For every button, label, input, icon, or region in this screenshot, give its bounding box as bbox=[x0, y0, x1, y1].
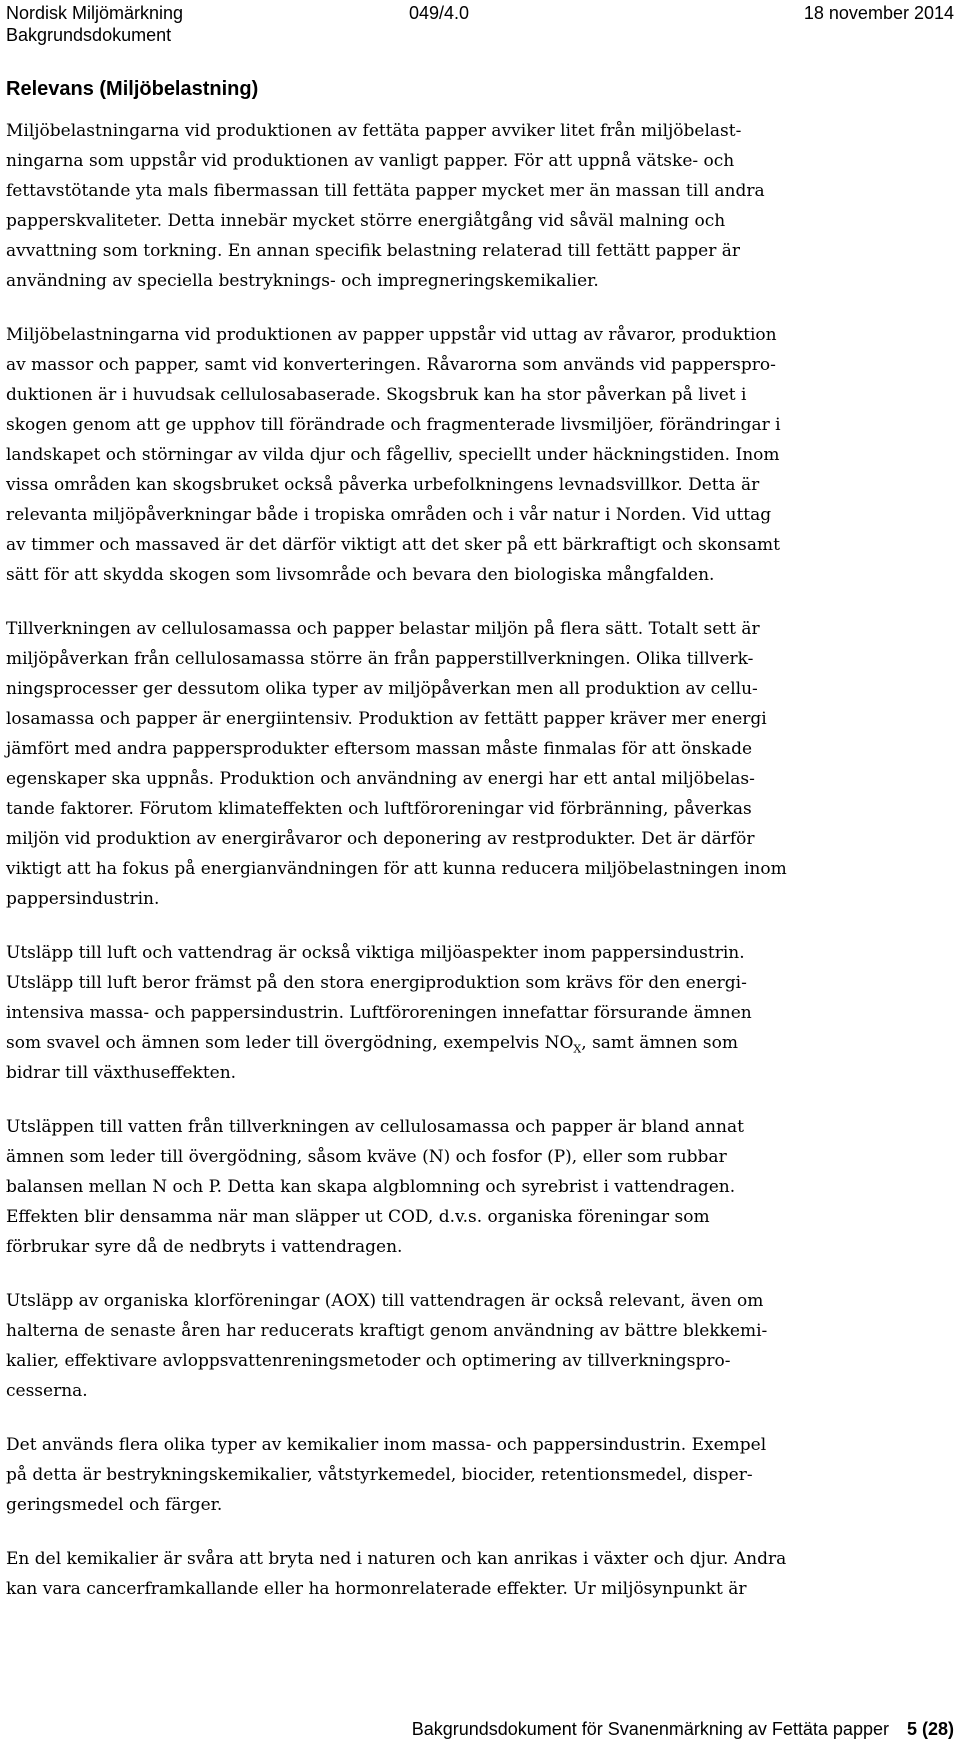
text-line: sätt för att skydda skogen som livsområde och bevara den biologiska mångfalden. bbox=[6, 565, 715, 585]
header-version: 049/4.0 bbox=[409, 3, 470, 23]
paragraph-4 bbox=[6, 938, 954, 1088]
text-line: Tillverkningen av cellulosamassa och papper belastar miljön på flera sätt. Totalt sett är bbox=[6, 619, 760, 639]
paragraph-8 bbox=[6, 1544, 954, 1604]
text-line: miljön vid produktion av energiråvaror och deponering av restprodukter. Det är därför bbox=[6, 829, 755, 849]
paragraph-6 bbox=[6, 1286, 954, 1406]
text-line: Utsläppen till vatten från tillverkningen av cellulosamassa och papper är bland annat bbox=[6, 1117, 744, 1137]
text-line: avvattning som torkning. En annan specifik belastning relaterad till fettätt papper är bbox=[6, 241, 741, 261]
text-line: av massor och papper, samt vid konverteringen. Råvarorna som används vid papperspro- bbox=[6, 355, 776, 375]
text-line: tande faktorer. Förutom klimateffekten och luftföroreningar vid förbränning, påverkas bbox=[6, 799, 752, 819]
page-number: 5 (28) bbox=[906, 1719, 954, 1739]
text-line bbox=[6, 1028, 954, 1058]
nox-text-before: som svavel och ämnen som leder till övergödning, exempelvis NO bbox=[6, 1033, 574, 1053]
text-line: på detta är bestrykningskemikalier, våtstyrkemedel, biocider, retentionsmedel, disper- bbox=[6, 1465, 753, 1485]
text-line: Miljöbelastningarna vid produktionen av fettäta papper avviker litet från miljöbelast- bbox=[6, 121, 742, 141]
text-line: Utsläpp av organiska klorföreningar (AOX) till vattendragen är också relevant, även om bbox=[6, 1291, 764, 1311]
document-body bbox=[6, 116, 954, 1628]
text-line: pappersindustrin. bbox=[6, 889, 160, 909]
nox-subscript: X bbox=[573, 1042, 582, 1056]
text-line: Effekten blir densamma när man släpper ut COD, d.v.s. organiska föreningar som bbox=[6, 1207, 710, 1227]
text-line: skogen genom att ge upphov till förändrade och fragmenterade livsmiljöer, förändringar i bbox=[6, 415, 781, 435]
text-line: landskapet och störningar av vilda djur och fågelliv, speciellt under häckningstiden. Inom bbox=[6, 445, 780, 465]
paragraph-3 bbox=[6, 614, 954, 914]
text-line: kan vara cancerframkallande eller ha hormonrelaterade effekter. Ur miljösynpunkt är bbox=[6, 1579, 747, 1599]
text-line: bidrar till växthuseffekten. bbox=[6, 1063, 237, 1083]
header-date: 18 november 2014 bbox=[803, 3, 954, 23]
text-line: jämfört med andra pappersprodukter eftersom massan måste finmalas för att önskade bbox=[6, 739, 753, 759]
text-line: förbrukar syre då de nedbryts i vattendragen. bbox=[6, 1237, 403, 1257]
text-line: kalier, effektivare avloppsvattenreningsmetoder och optimering av tillverkningspro- bbox=[6, 1351, 731, 1371]
text-line: användning av speciella bestryknings- och impregneringskemikalier. bbox=[6, 271, 599, 291]
text-line: losamassa och papper är energiintensiv. Produktion av fettätt papper kräver mer energi bbox=[6, 709, 767, 729]
paragraph-2 bbox=[6, 320, 954, 590]
text-line: ämnen som leder till övergödning, såsom kväve (N) och fosfor (P), eller som rubbar bbox=[6, 1147, 727, 1167]
text-line: balansen mellan N och P. Detta kan skapa algblomning och syrebrist i vattendragen. bbox=[6, 1177, 736, 1197]
text-line: viktigt att ha fokus på energianvändningen för att kunna reducera miljöbelastningen inom bbox=[6, 859, 787, 879]
paragraph-7 bbox=[6, 1430, 954, 1520]
header-subtitle: Bakgrundsdokument bbox=[6, 25, 172, 45]
text-line: geringsmedel och färger. bbox=[6, 1495, 223, 1515]
text-line: intensiva massa- och pappersindustrin. Luftföroreningen innefattar försurande ämnen bbox=[6, 1003, 752, 1023]
text-line: av timmer och massaved är det därför viktigt att det sker på ett bärkraftigt och skonsamt bbox=[6, 535, 780, 555]
nox-text-after: , samt ämnen som bbox=[581, 1033, 738, 1053]
text-line: relevanta miljöpåverkningar både i tropiska områden och i vår natur i Norden. Vid uttag bbox=[6, 505, 772, 525]
text-line: miljöpåverkan från cellulosamassa större än från papperstillverkningen. Olika tillverk- bbox=[6, 649, 754, 669]
text-line: Det används flera olika typer av kemikalier inom massa- och pappersindustrin. Exempel bbox=[6, 1435, 767, 1455]
text-line: fettavstötande yta mals fibermassan till fettäta papper mycket mer än massan till andra bbox=[6, 181, 765, 201]
footer-title: Bakgrundsdokument för Svanenmärkning av Fettäta papper bbox=[411, 1719, 889, 1739]
header-org: Nordisk Miljömärkning bbox=[6, 3, 184, 23]
text-line: Utsläpp till luft beror främst på den stora energiproduktion som krävs för den energi- bbox=[6, 973, 747, 993]
text-line: En del kemikalier är svåra att bryta ned i naturen och kan anrikas i växter och djur. Andra bbox=[6, 1549, 787, 1569]
text-line: duktionen är i huvudsak cellulosabaserade. Skogsbruk kan ha stor påverkan på livet i bbox=[6, 385, 747, 405]
text-line: Miljöbelastningarna vid produktionen av papper uppstår vid uttag av råvaror, produktion bbox=[6, 325, 777, 345]
paragraph-5 bbox=[6, 1112, 954, 1262]
text-line: vissa områden kan skogsbruket också påverka urbefolkningens levnadsvillkor. Detta är bbox=[6, 475, 760, 495]
text-line: ningsprocesser ger dessutom olika typer av miljöpåverkan men all produktion av cellu- bbox=[6, 679, 758, 699]
text-line: ningarna som uppstår vid produktionen av vanligt papper. För att uppnå vätske- och bbox=[6, 151, 735, 171]
section-heading: Relevans (Miljöbelastning) bbox=[6, 78, 259, 100]
page-footer bbox=[412, 1718, 954, 1740]
text-line: Utsläpp till luft och vattendrag är också viktiga miljöaspekter inom pappersindustrin. bbox=[6, 943, 745, 963]
text-line: egenskaper ska uppnås. Produktion och användning av energi har ett antal miljöbelas- bbox=[6, 769, 755, 789]
paragraph-1 bbox=[6, 116, 954, 296]
text-line: halterna de senaste åren har reducerats kraftigt genom användning av bättre blekkemi- bbox=[6, 1321, 768, 1341]
text-line: cesserna. bbox=[6, 1381, 88, 1401]
text-line: papperskvaliteter. Detta innebär mycket större energiåtgång vid såväl malning och bbox=[6, 211, 726, 231]
